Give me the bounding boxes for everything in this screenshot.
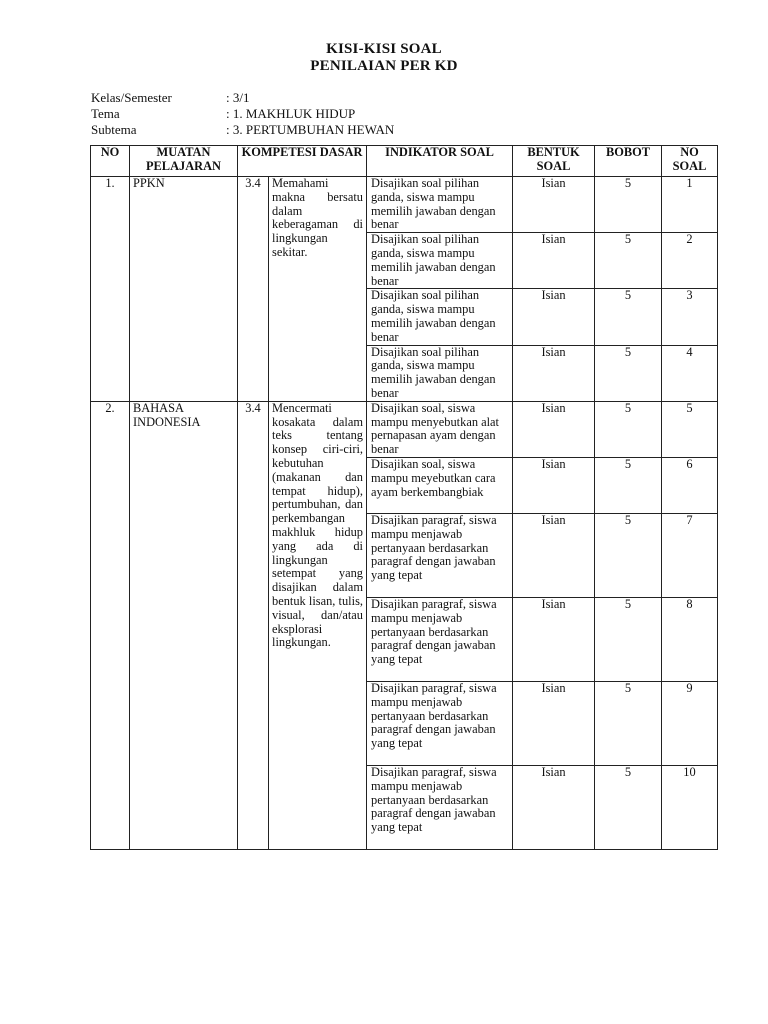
meta-label: Subtema — [91, 122, 137, 137]
cell-bobot: 5 — [595, 765, 662, 849]
cell-bentuk: Isian — [513, 233, 595, 289]
cell-indikator: Disajikan soal pilihan ganda, siswa mampu memilih jawaban dengan benar — [367, 289, 513, 345]
cell-bentuk: Isian — [513, 401, 595, 457]
cell-nosoal: 8 — [662, 597, 718, 681]
document-meta — [91, 90, 394, 138]
meta-value: : 3. PERTUMBUHAN HEWAN — [226, 122, 395, 137]
meta-label: Tema — [91, 106, 120, 121]
cell-bentuk: Isian — [513, 289, 595, 345]
cell-no: 1. — [91, 177, 130, 402]
cell-indikator: Disajikan paragraf, siswa mampu menjawab pertanyaan berdasarkan paragraf dengan jawaban yang tepat — [367, 765, 513, 849]
cell-bentuk: Isian — [513, 513, 595, 597]
cell-indikator: Disajikan soal pilihan ganda, siswa mampu memilih jawaban dengan benar — [367, 177, 513, 233]
cell-no: 2. — [91, 401, 130, 849]
header-nosoal: NO SOAL — [662, 146, 718, 177]
cell-nosoal: 9 — [662, 681, 718, 765]
cell-bentuk: Isian — [513, 345, 595, 401]
cell-nosoal: 5 — [662, 401, 718, 457]
table-header-row — [91, 146, 718, 177]
cell-bentuk: Isian — [513, 597, 595, 681]
cell-indikator: Disajikan soal pilihan ganda, siswa mampu memilih jawaban dengan benar — [367, 233, 513, 289]
meta-value: : 1. MAKHLUK HIDUP — [226, 106, 356, 121]
header-bobot: BOBOT — [595, 146, 662, 177]
cell-bentuk: Isian — [513, 765, 595, 849]
cell-bobot: 5 — [595, 513, 662, 597]
cell-bobot: 5 — [595, 597, 662, 681]
cell-bobot: 5 — [595, 345, 662, 401]
cell-kd-text: Memahami makna bersatu dalam keberagaman di lingkungan sekitar. — [269, 177, 367, 402]
cell-nosoal: 3 — [662, 289, 718, 345]
cell-bentuk: Isian — [513, 457, 595, 513]
cell-bentuk: Isian — [513, 681, 595, 765]
cell-nosoal: 4 — [662, 345, 718, 401]
meta-row-kelas — [91, 90, 394, 106]
table-row — [91, 401, 718, 457]
header-muatan: MUATAN PELAJARAN — [130, 146, 238, 177]
cell-indikator: Disajikan paragraf, siswa mampu menjawab pertanyaan berdasarkan paragraf dengan jawaban yang tepat — [367, 597, 513, 681]
cell-nosoal: 2 — [662, 233, 718, 289]
cell-indikator: Disajikan soal pilihan ganda, siswa mampu memilih jawaban dengan benar — [367, 345, 513, 401]
meta-row-tema — [91, 106, 394, 122]
header-bentuk: BENTUK SOAL — [513, 146, 595, 177]
cell-bentuk: Isian — [513, 177, 595, 233]
meta-value: : 3/1 — [226, 90, 250, 105]
cell-bobot: 5 — [595, 681, 662, 765]
header-no: NO — [91, 146, 130, 177]
header-kompetensi: KOMPETESI DASAR — [238, 146, 367, 177]
document-title: KISI-KISI SOAL — [326, 41, 442, 57]
meta-label: Kelas/Semester — [91, 90, 172, 105]
cell-bobot: 5 — [595, 457, 662, 513]
meta-row-subtema — [91, 122, 394, 138]
cell-nosoal: 1 — [662, 177, 718, 233]
cell-indikator: Disajikan paragraf, siswa mampu menjawab pertanyaan berdasarkan paragraf dengan jawaban yang tepat — [367, 681, 513, 765]
cell-indikator: Disajikan soal, siswa mampu meyebutkan cara ayam berkembangbiak — [367, 457, 513, 513]
cell-bobot: 5 — [595, 289, 662, 345]
cell-kd-no: 3.4 — [238, 401, 269, 849]
cell-bobot: 5 — [595, 233, 662, 289]
table-row — [91, 177, 718, 233]
header-indikator: INDIKATOR SOAL — [367, 146, 513, 177]
cell-kd-text: Mencermati kosakata dalam teks tentang konsep ciri-ciri, kebutuhan (makanan dan tempat hidup), pertumbuhan, dan perkembangan makhluk hidup yang ada di lingkungan setempat yang disajikan dalam bentuk lisan, tulis, visual, dan/atau eksplorasi lingkungan. — [269, 401, 367, 849]
kisi-kisi-table — [90, 145, 718, 850]
cell-nosoal: 6 — [662, 457, 718, 513]
cell-indikator: Disajikan soal, siswa mampu menyebutkan alat pernapasan ayam dengan benar — [367, 401, 513, 457]
cell-indikator: Disajikan paragraf, siswa mampu menjawab pertanyaan berdasarkan paragraf dengan jawaban yang tepat — [367, 513, 513, 597]
cell-muatan: PPKN — [130, 177, 238, 402]
cell-kd-no: 3.4 — [238, 177, 269, 402]
cell-nosoal: 10 — [662, 765, 718, 849]
cell-nosoal: 7 — [662, 513, 718, 597]
cell-bobot: 5 — [595, 177, 662, 233]
cell-bobot: 5 — [595, 401, 662, 457]
document-subtitle: PENILAIAN PER KD — [310, 58, 458, 74]
cell-muatan: BAHASA INDONESIA — [130, 401, 238, 849]
